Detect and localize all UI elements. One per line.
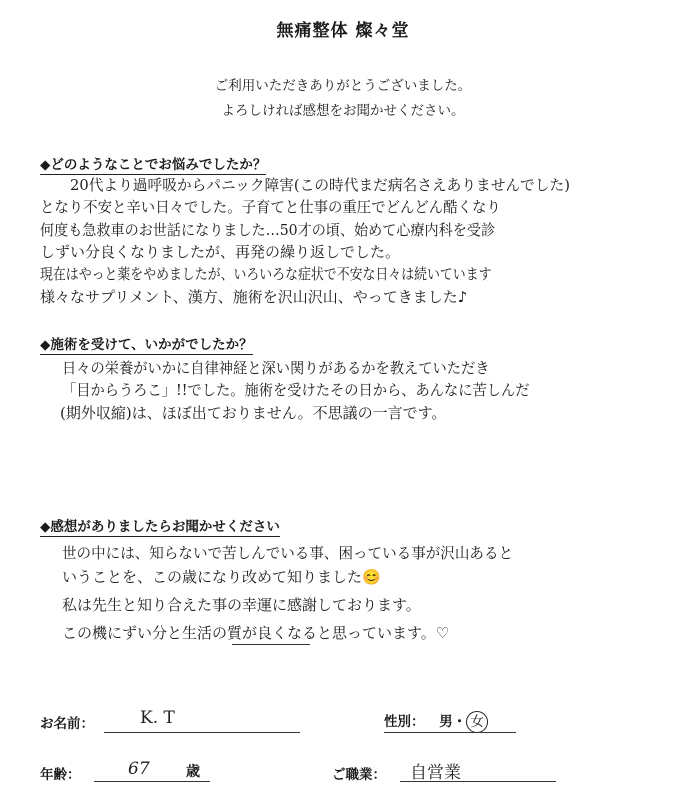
answer-line: いうことを、この歳になり改めて知りました😊 [62, 568, 381, 586]
gender-label: 性別： [384, 714, 425, 730]
answer-line: この機にずい分と生活の質が良くなると思っています。♡ [62, 624, 450, 642]
answer-line: しずい分良くなりましたが、再発の繰り返しでした。 [40, 243, 401, 261]
page-title: 無痛整体 燦々堂 [276, 21, 410, 41]
age-value: 67 [128, 759, 150, 779]
name-value: K. T [140, 708, 175, 728]
answer-line: 現在はやっと薬をやめましたが、いろいろな症状で不安な日々は続いています [40, 265, 492, 283]
answer-line: (期外収縮)は、ほぼ出ておりません。不思議の一言です。 [60, 404, 447, 422]
job-underline [400, 781, 556, 782]
answer-line: 何度も急救車のお世話になりました…50才の頃、始めて心療内科を受診 [40, 221, 496, 239]
section-heading-comments: ◆感想がありましたらお聞かせください [40, 515, 280, 537]
gender-female-circled: 女 [466, 711, 488, 733]
gender-male: 男 [439, 714, 453, 730]
handwritten-underline [232, 644, 310, 645]
answer-line: 「目からうろこ」!!でした。施術を受けたその日から、あんなに苦しんだ [62, 381, 530, 399]
answer-line: 世の中には、知らないで苦しんでいる事、困っている事が沢山あると [62, 544, 514, 562]
job-value: 自営業 [410, 763, 461, 783]
intro-line-1: ご利用いただきありがとうございました。 [214, 78, 472, 94]
section-heading-concerns: ◆どのようなことでお悩みでしたか？ [40, 153, 266, 175]
gender-separator: ・ [452, 714, 467, 730]
answer-line: 日々の栄養がいかに自律神経と深い関りがあるかを教えていただき [62, 359, 490, 377]
name-underline [104, 732, 300, 733]
answer-line: 様々なサプリメント、漢方、施術を沢山沢山、やってきました♪ [40, 288, 468, 306]
gender-underline [384, 732, 516, 733]
answer-line: 私は先生と知り合えた事の幸運に感謝しております。 [62, 596, 421, 614]
age-underline [94, 781, 210, 782]
age-label: 年齢： [40, 767, 81, 783]
gender-row [384, 710, 488, 733]
job-label: ご職業： [332, 767, 386, 783]
intro-line-2: よろしければ感想をお聞かせください。 [221, 103, 465, 119]
age-unit: 歳 [186, 764, 200, 780]
name-label: お名前： [40, 716, 94, 732]
answer-line: となり不安と辛い日々でした。子育てと仕事の重圧でどんどん酷くなり [40, 198, 501, 216]
answer-line: 20代より過呼吸からパニック障害(この時代まだ病名さえありませんでした) [70, 176, 570, 194]
section-heading-treatment: ◆施術を受けて、いかがでしたか？ [40, 333, 253, 355]
